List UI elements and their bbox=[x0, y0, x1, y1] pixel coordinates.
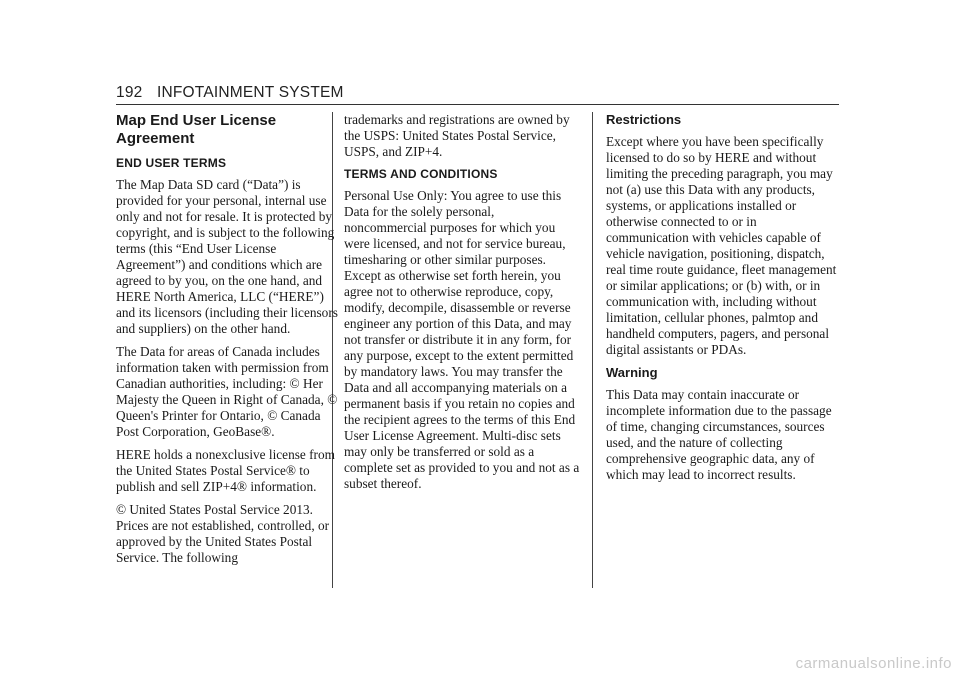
column-2 bbox=[344, 112, 580, 499]
heading-restrictions: Restrictions bbox=[606, 112, 682, 127]
column-3 bbox=[606, 112, 842, 490]
watermark: carmanualsonline.info bbox=[795, 655, 952, 672]
article-title: Map End User License Agreement bbox=[116, 112, 277, 147]
paragraph: trademarks and registrations are owned by the USPS: United States Postal Service, USPS, and ZIP+4. bbox=[344, 112, 570, 159]
section-title: INFOTAINMENT SYSTEM bbox=[156, 84, 344, 101]
page-number: 192 bbox=[116, 84, 143, 101]
paragraph: The Map Data SD card (“Data”) is provided for your personal, internal use only and not for resale. It is protected by copyright, and is subject to the following terms (this “End User License Agreement”) and conditions which are agreed to by you, on the one hand, and HERE North America, LLC (“HERE”) and its licensors (including their licensors and suppliers) on the other hand. bbox=[116, 177, 338, 336]
paragraph: HERE holds a nonexclusive license from the United States Postal Service® to publish and sell ZIP+4® information. bbox=[116, 447, 335, 494]
paragraph: This Data may contain inaccurate or incomplete information due to the passage of time, changing circumstances, sources used, and the nature of collecting comprehensive geographic data, any of which may lead to incorrect results. bbox=[606, 387, 832, 482]
column-divider bbox=[592, 112, 593, 588]
page-header bbox=[116, 84, 344, 102]
paragraph: Personal Use Only: You agree to use this Data for the solely personal, noncommercial purposes for which you were licensed, and not for service bureau, timesharing or other similar purposes. Except as otherwise set forth herein, you agree not to otherwise reproduce, copy, modify, decompile, disassemble or reverse engineer any portion of this Data, and may not transfer or distribute it in any form, for any purpose, except to the extent permitted by mandatory laws. You may transfer the Data and all accompanying materials on a permanent basis if you retain no copies and the recipient agrees to the terms of this End User License Agreement. Multi-disc sets may only be transferred or sold as a complete set as provided to you and not as a subset thereof. bbox=[344, 188, 580, 491]
subheading-terms-and-conditions: TERMS AND CONDITIONS bbox=[344, 167, 498, 181]
heading-warning: Warning bbox=[606, 365, 658, 380]
column-1 bbox=[116, 112, 344, 573]
header-rule bbox=[116, 104, 839, 105]
paragraph: Except where you have been specifically licensed to do so by HERE and without limiting the preceding paragraph, you may not (a) use this Data with any products, systems, or applications installed or otherwise connected to or in communication with vehicles capable of vehicle navigation, positioning, dispatch, real time route guidance, fleet management or similar applications; or (b) with, or in communication with, including without limitation, cellular phones, palmtop and handheld computers, pagers, and personal digital assistants or PDAs. bbox=[606, 134, 837, 357]
paragraph: The Data for areas of Canada includes information taken with permission from Canadian authorities, including: © Her Majesty the Queen in Right of Canada, © Queen's Printer for Ontario, © Canada Post Corporation, GeoBase®. bbox=[116, 344, 338, 439]
subheading-end-user-terms: END USER TERMS bbox=[116, 156, 227, 170]
paragraph: © United States Postal Service 2013. Prices are not established, controlled, or approved by the United States Postal Service. The following bbox=[116, 502, 330, 565]
